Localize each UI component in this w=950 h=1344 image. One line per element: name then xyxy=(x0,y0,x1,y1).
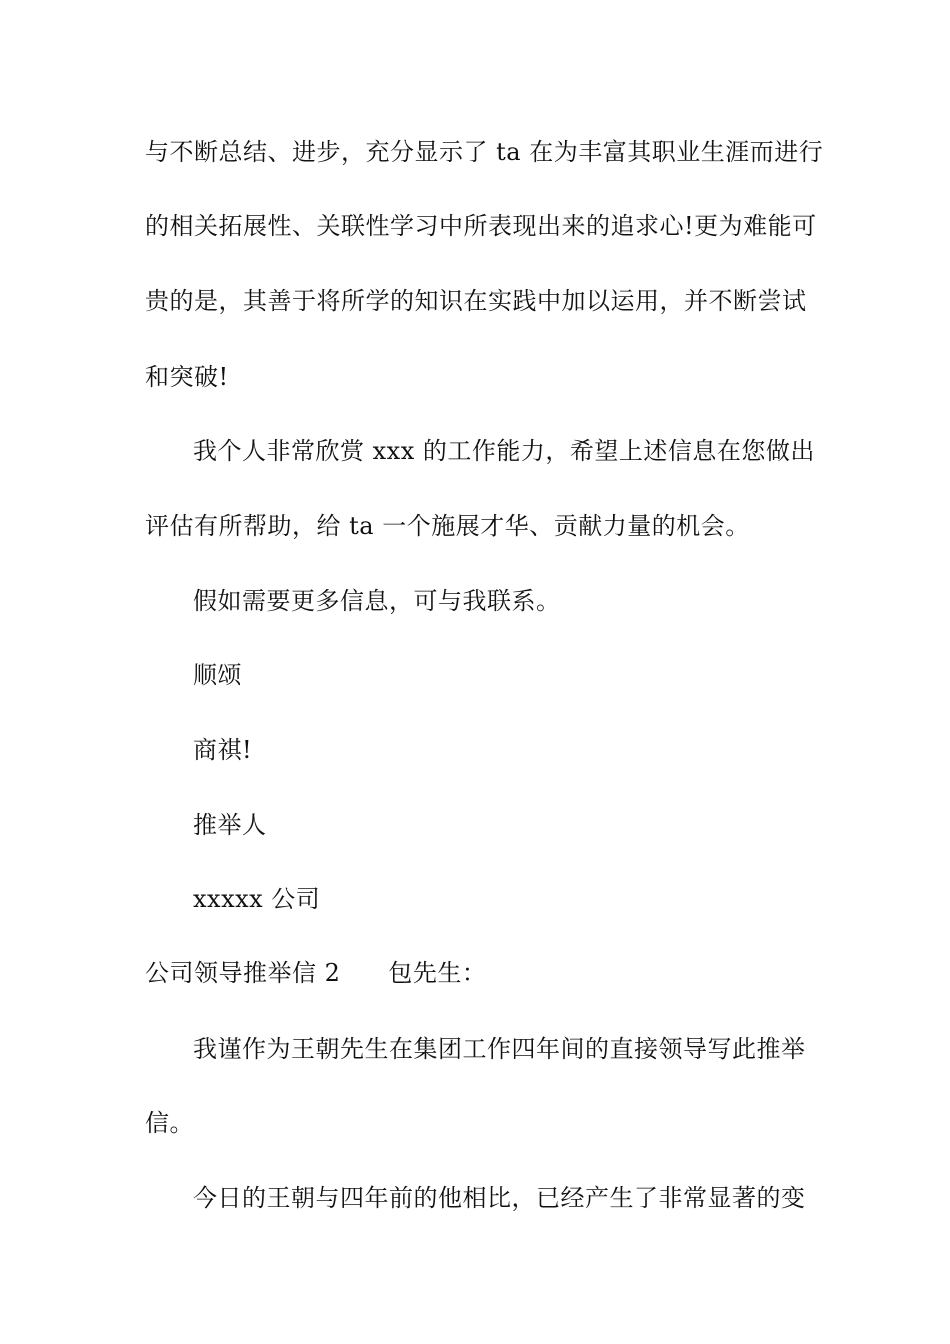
closing-salutation: 顺颂 xyxy=(193,661,242,689)
paragraph-line: 今日的王朝与四年前的他相比，已经产生了非常显著的变 xyxy=(193,1184,806,1212)
paragraph-line: 信。 xyxy=(145,1109,194,1137)
paragraph-line: 的相关拓展性、关联性学习中所表现出来的追求心!更为难能可 xyxy=(145,212,817,240)
section-heading-line xyxy=(145,958,486,988)
paragraph-line: 贵的是，其善于将所学的知识在实践中加以运用，并不断尝试 xyxy=(145,287,807,315)
paragraph-line: 假如需要更多信息，可与我联系。 xyxy=(193,587,561,615)
letter-greeting: 包先生： xyxy=(388,959,487,987)
paragraph-line: 与不断总结、进步，充分显示了 ta 在为丰富其职业生涯而进行 xyxy=(145,138,824,166)
paragraph-line: 我谨作为王朝先生在集团工作四年间的直接领导写此推举 xyxy=(193,1035,806,1063)
signature-label: 推举人 xyxy=(193,811,267,839)
paragraph-line: 我个人非常欣赏 xxx 的工作能力，希望上述信息在您做出 xyxy=(193,437,815,465)
paragraph-line: 和突破! xyxy=(145,363,229,391)
signature-company: xxxxx 公司 xyxy=(193,885,321,913)
section-title: 公司领导推举信 2 xyxy=(145,959,341,987)
closing-salutation: 商祺! xyxy=(193,736,253,764)
paragraph-line: 评估有所帮助，给 ta 一个施展才华、贡献力量的机会。 xyxy=(145,512,750,540)
